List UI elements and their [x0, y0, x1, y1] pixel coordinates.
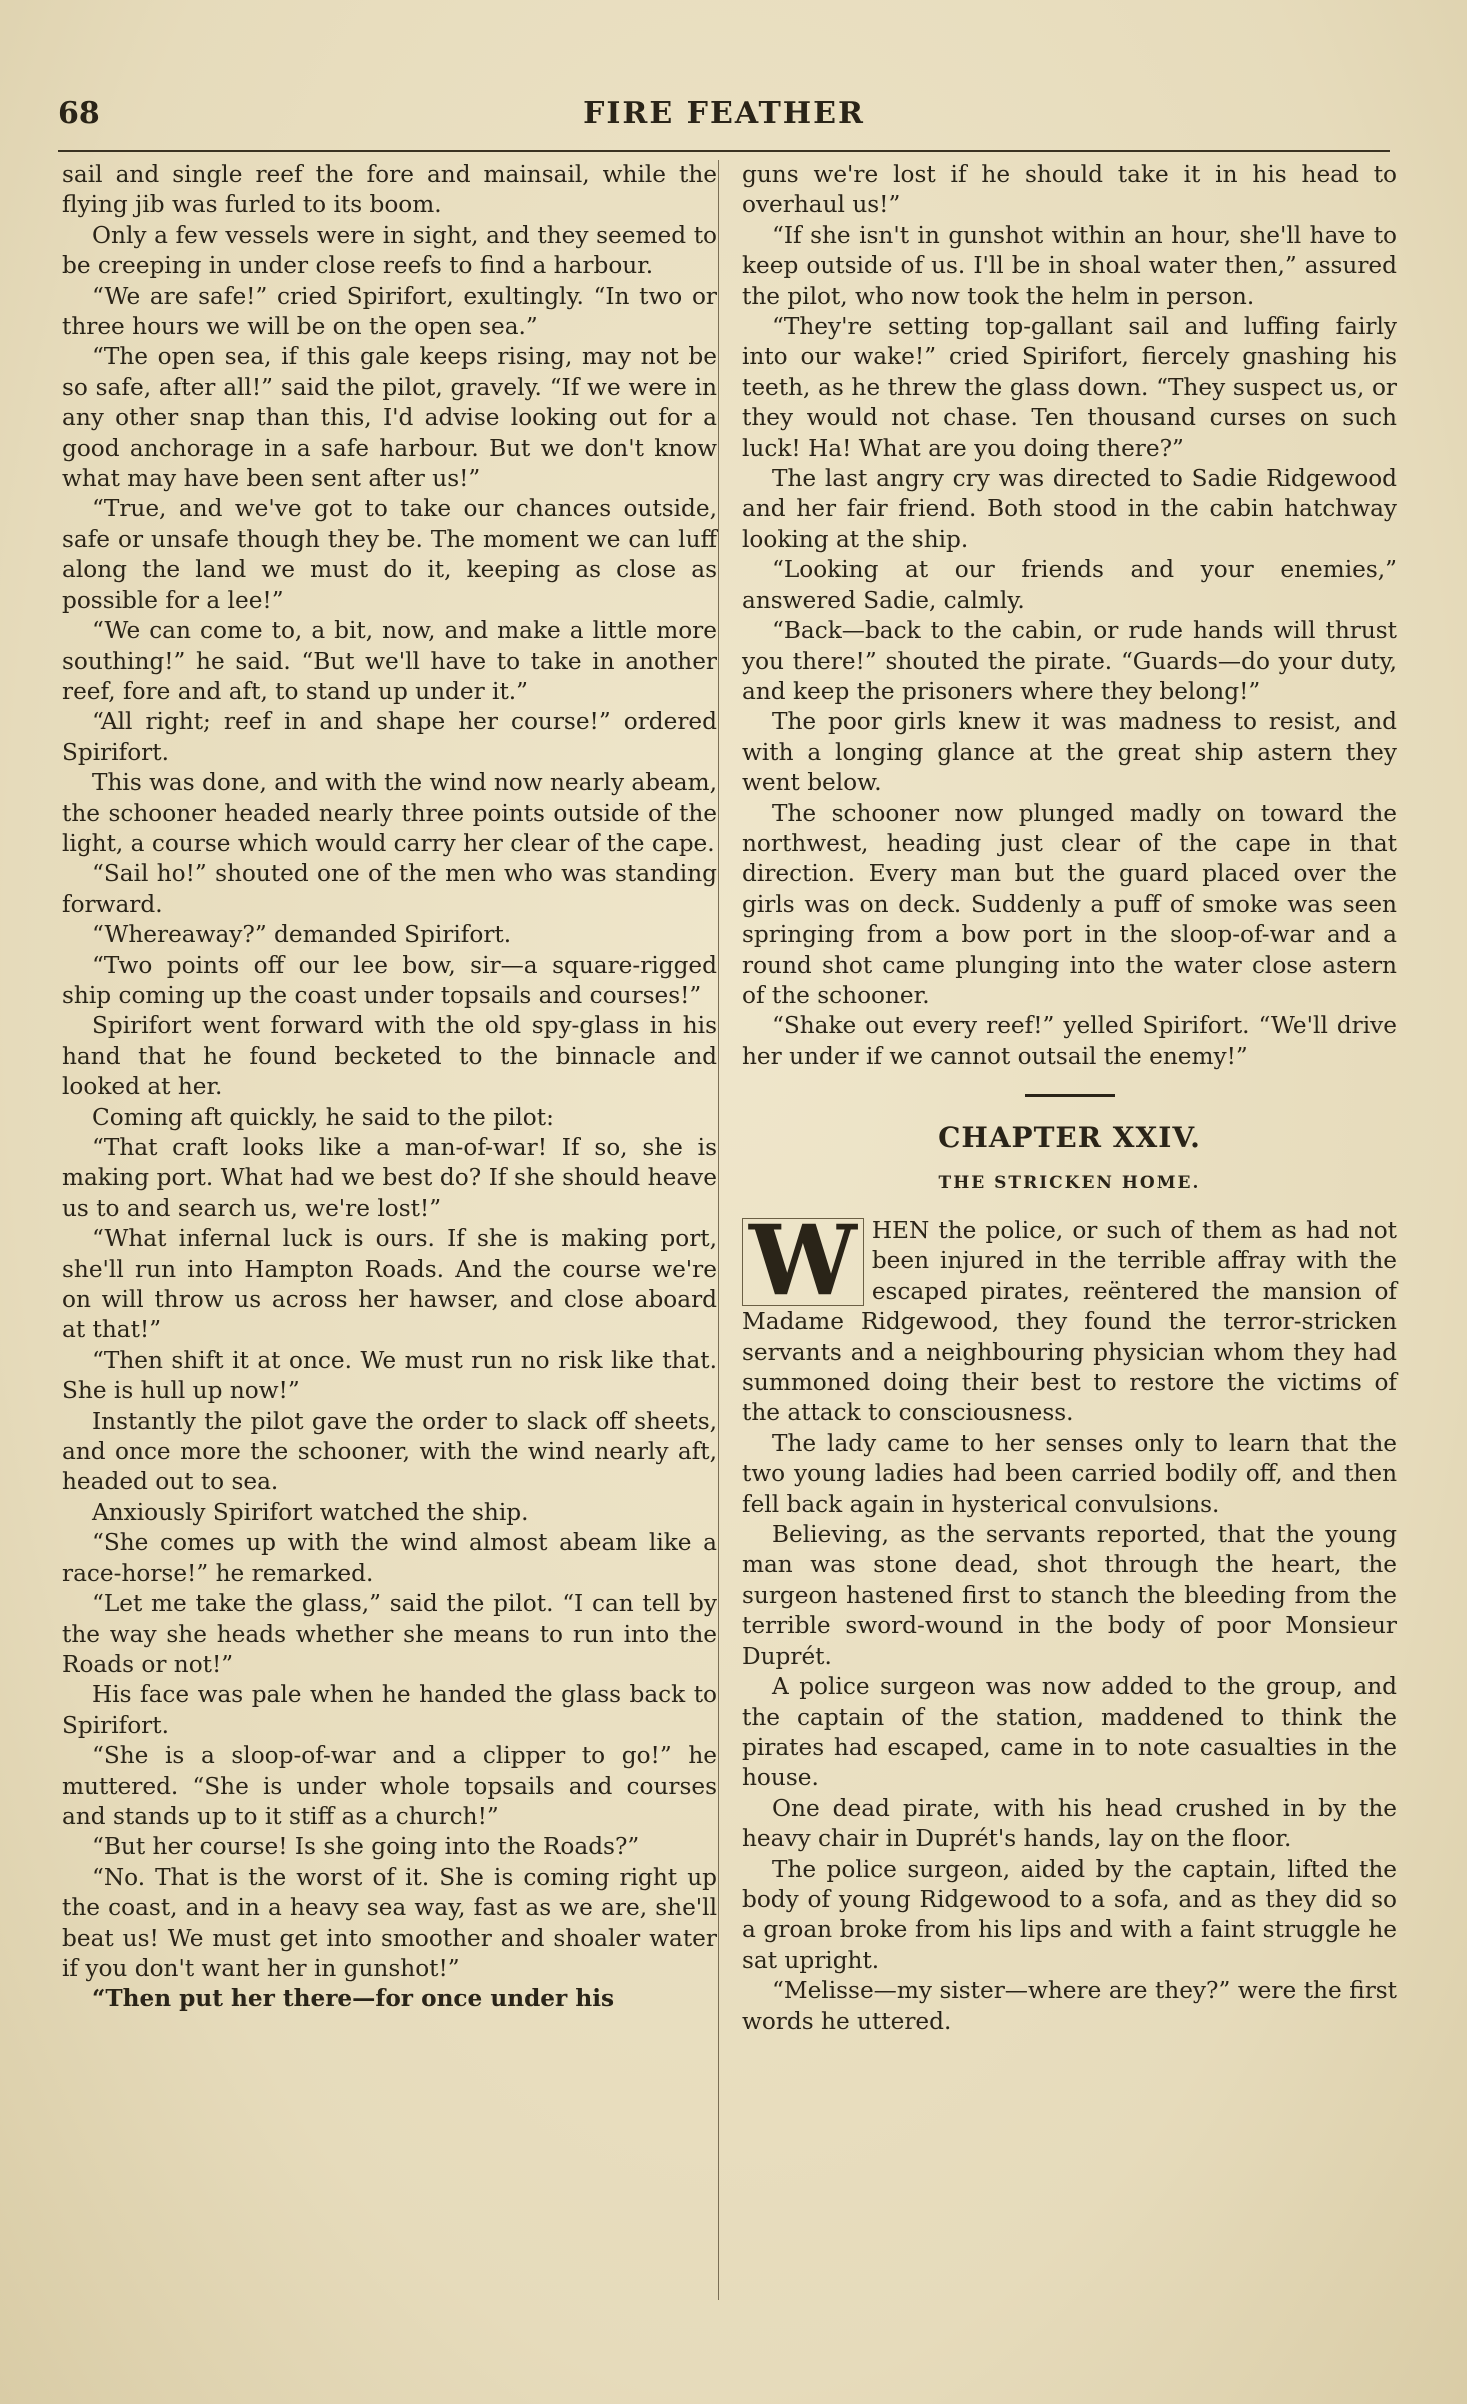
paragraph: “Let me take the glass,” said the pilot. “I can tell by the way she heads whether she means to run into the Roads or not!”: [62, 1590, 717, 1678]
left-column: [62, 160, 717, 2015]
paragraph: “Then shift it at once. We must run no risk like that. She is hull up now!”: [62, 1346, 717, 1405]
paragraph: Believing, as the servants reported, that the young man was stone dead, shot through the heart, the surgeon hastened first to stanch the bleeding from the terrible sword-wound in the body of poor Monsieur Duprét.: [742, 1521, 1397, 1670]
paragraph: His face was pale when he handed the glass back to Spirifort.: [62, 1681, 717, 1739]
paragraph: “They're setting top-gallant sail and luffing fairly into our wake!” cried Spirifort, fiercely gnashing his teeth, as he threw the glass down. “They suspect us, or they would not chase. Ten thousand curses on such luck! Ha! What are you doing there?”: [742, 313, 1397, 462]
paragraph: Anxiously Spirifort watched the ship.: [92, 1498, 529, 1526]
paragraph: “She comes up with the wind almost abeam like a race-horse!” he remarked.: [62, 1529, 717, 1587]
page-number: 68: [58, 96, 100, 131]
paragraph: “The open sea, if this gale keeps rising, may not be so safe, after all!” said the pilot, gravely. “If we were in any other snap than this, I'd advise looking out for a good anchorage in a safe harbour. But we don't know what may have been sent after us!”: [62, 343, 717, 493]
right-column-text-after: [742, 1429, 1397, 2037]
running-title: FIRE FEATHER: [583, 96, 865, 131]
paragraph: “Then put her there—for once under his: [92, 1985, 615, 2013]
page-header: [58, 96, 1390, 140]
chapter-title: CHAPTER XXIV.: [938, 1121, 1201, 1155]
paragraph: “Sail ho!” shouted one of the men who was standing forward.: [62, 860, 717, 918]
paragraph: Coming aft quickly, he said to the pilot:: [92, 1103, 554, 1131]
paragraph: The police surgeon, aided by the captain, lifted the body of young Ridgewood to a sofa, and as they did so a groan broke from his lips and with a faint struggle he sat upright.: [742, 1855, 1397, 1974]
paragraph: “No. That is the worst of it. She is coming right up the coast, and in a heavy sea way, fast as we are, she'll beat us! We must get into smoother and shoaler water if you don't want her in gunshot!”: [62, 1863, 717, 1982]
header-rule: [58, 150, 1390, 152]
paragraph: “We can come to, a bit, now, and make a little more southing!” he said. “But we'll have to take in another reef, fore and aft, to stand up under it.”: [62, 617, 717, 705]
paragraph: The poor girls knew it was madness to resist, and with a longing glance at the great ship astern they went below.: [742, 708, 1397, 797]
paragraph: Instantly the pilot gave the order to slack off sheets, and once more the schooner, with the wind nearly aft, headed out to sea.: [62, 1407, 717, 1496]
paragraph: “Whereaway?” demanded Spirifort.: [92, 921, 512, 949]
paragraph: The lady came to her senses only to learn that the two young ladies had been carried bodily off, and then fell back again in hysterical convulsions.: [742, 1429, 1397, 1518]
right-column-text-before: [742, 160, 1397, 1072]
paragraph: One dead pirate, with his head crushed in by the heavy chair in Duprét's hands, lay on the floor.: [742, 1794, 1397, 1853]
paragraph: “All right; reef in and shape her course!” ordered Spirifort.: [62, 708, 717, 766]
paragraph: “Shake out every reef!” yelled Spirifort. “We'll drive her under if we cannot outsail the enemy!”: [742, 1012, 1397, 1070]
paragraph: “That craft looks like a man-of-war! If so, she is making port. What had we best do? If she should heave us to and search us, we're lost!”: [62, 1134, 717, 1222]
paragraph: “Looking at our friends and your enemies,” answered Sadie, calmly.: [742, 556, 1397, 614]
paragraph: “If she isn't in gunshot within an hour, she'll have to keep outside of us. I'll be in shoal water then,” assured the pilot, who now took the helm in person.: [742, 221, 1397, 310]
paragraph: “Back—back to the cabin, or rude hands will thrust you there!” shouted the pirate. “Guards—do your duty, and keep the prisoners where they belong!”: [742, 617, 1397, 705]
paragraph: “What infernal luck is ours. If she is making port, she'll run into Hampton Roads. And the course we're on will throw us across her hawser, and close aboard at that!”: [62, 1225, 717, 1344]
opening-paragraph-text: HEN the police, or such of them as had not been injured in the terrible affray with the escaped pirates, reëntered the mansion of Madame Ridgewood, they found the terror-stricken servants and a neighbouring physician whom they had summoned doing their best to restore the victims of the attack to consciousness.: [742, 1217, 1397, 1427]
paragraph: This was done, and with the wind now nearly abeam, the schooner headed nearly three points outside of the light, a course which would carry her clear of the cape.: [62, 769, 717, 857]
drop-cap: W: [742, 1218, 864, 1306]
paragraph: “But her course! Is she going into the Roads?”: [92, 1833, 640, 1861]
paragraph: “Melisse—my sister—where are they?” were the first words he uttered.: [742, 1977, 1397, 2035]
column-divider: [718, 160, 719, 2300]
paragraph: A police surgeon was now added to the group, and the captain of the station, maddened to think the pirates had escaped, came in to note casualties in the house.: [742, 1673, 1397, 1792]
paragraph: “We are safe!” cried Spirifort, exultingly. “In two or three hours we will be on the open sea.”: [62, 282, 717, 341]
paragraph: Only a few vessels were in sight, and they seemed to be creeping in under close reefs to find a harbour.: [62, 221, 717, 280]
paragraph: Spirifort went forward with the old spy-glass in his hand that he found becketed to the binnacle and looked at her.: [62, 1012, 717, 1101]
paragraph: sail and single reef the fore and mainsail, while the flying jib was furled to its boom.: [62, 161, 717, 219]
paragraph: “She is a sloop-of-war and a clipper to go!” he muttered. “She is under whole topsails and courses and stands up to it stiff as a church!”: [62, 1742, 717, 1830]
paragraph: guns we're lost if he should take it in his head to overhaul us!”: [742, 161, 1397, 219]
paragraph: “True, and we've got to take our chances outside, safe or unsafe though they be. The moment we can luff along the land we must do it, keeping as close as possible for a lee!”: [62, 495, 717, 614]
chapter-opening-paragraph: [742, 1204, 1397, 1429]
chapter-separator: [1025, 1094, 1115, 1097]
paragraph: The schooner now plunged madly on toward the northwest, heading just clear of the cape in that direction. Every man but the guard placed over the girls was on deck. Suddenly a puff of smoke was seen springing from a bow port in the sloop-of-war and a round shot came plunging into the water close astern of the schooner.: [742, 799, 1397, 1009]
paragraph: “Two points off our lee bow, sir—a square-rigged ship coming up the coast under topsails and courses!”: [62, 951, 717, 1009]
right-column: [742, 160, 1397, 2037]
paragraph: The last angry cry was directed to Sadie Ridgewood and her fair friend. Both stood in the cabin hatchway looking at the ship.: [742, 465, 1397, 553]
chapter-subtitle: THE STRICKEN HOME.: [938, 1172, 1201, 1193]
